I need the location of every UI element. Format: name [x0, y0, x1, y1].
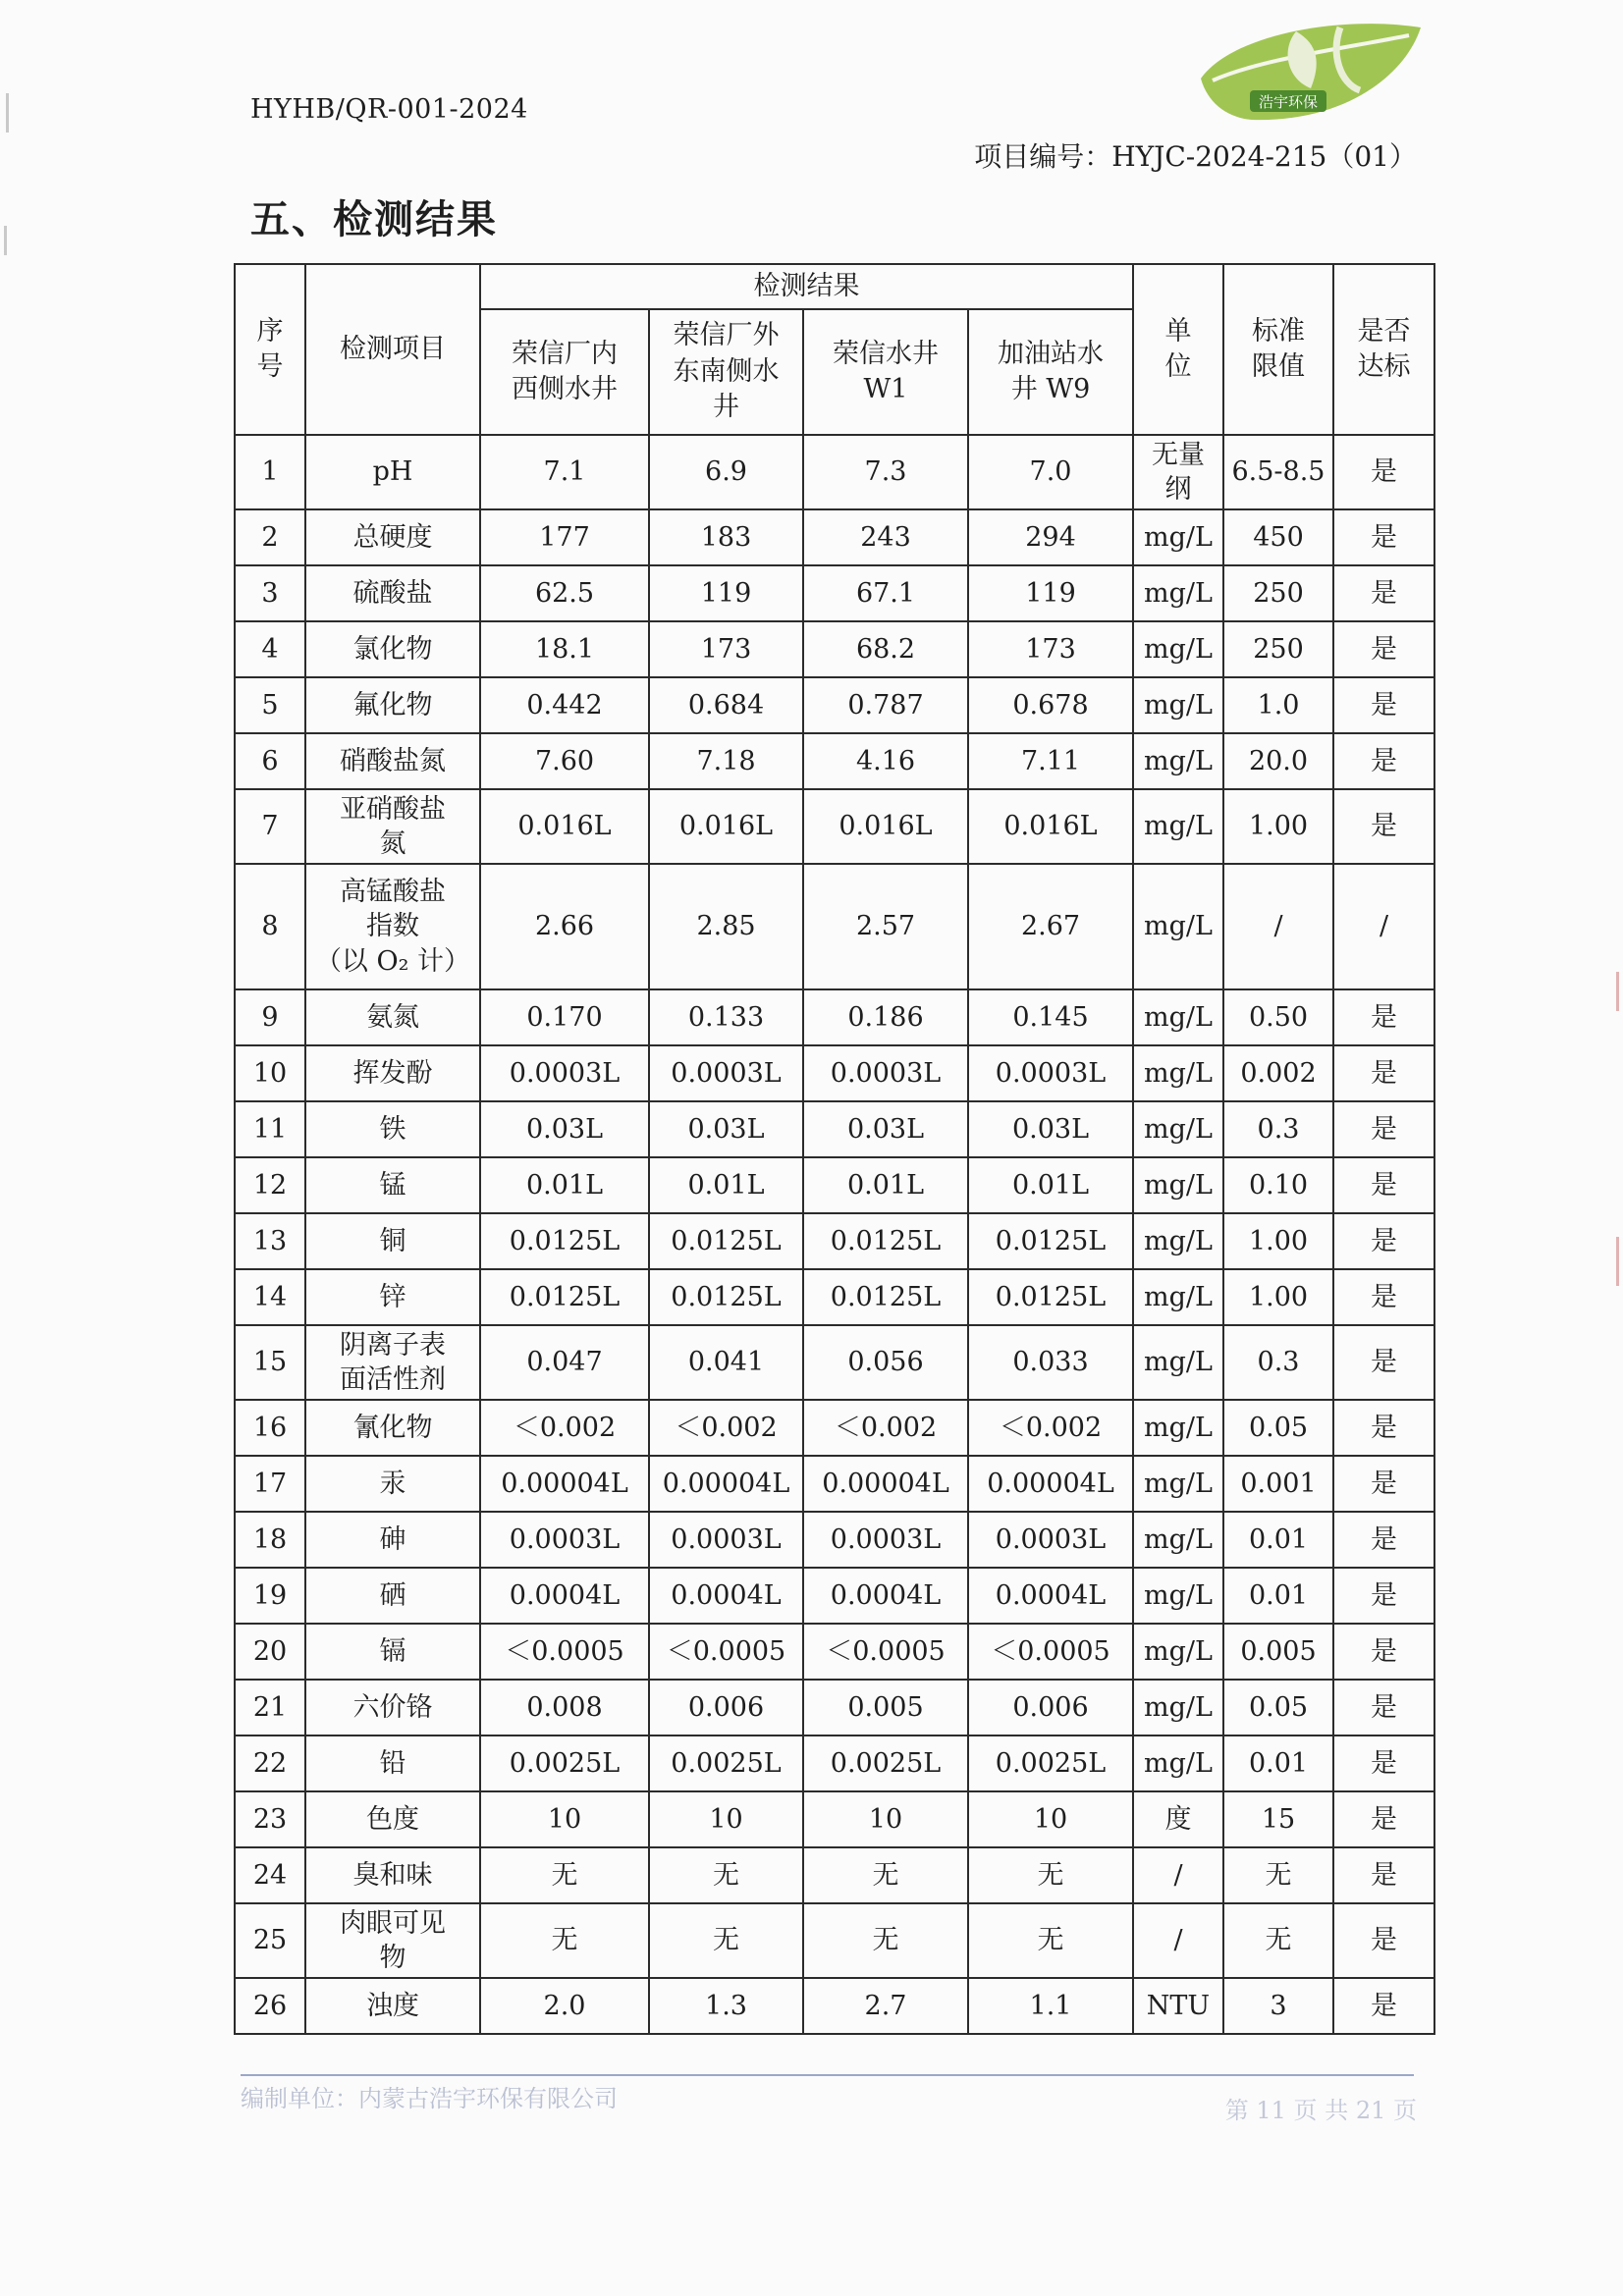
row-unit: mg/L: [1133, 621, 1223, 677]
row-value-site-3: 0.0003L: [803, 1512, 968, 1568]
row-limit: 0.01: [1223, 1512, 1333, 1568]
row-value-site-1: 0.0125L: [480, 1213, 649, 1269]
row-item: 锌: [305, 1269, 480, 1325]
row-limit: 3: [1223, 1978, 1333, 2034]
row-unit: mg/L: [1133, 789, 1223, 864]
row-value-site-4: 173: [968, 621, 1133, 677]
row-item: 总硬度: [305, 509, 480, 565]
row-compliant: 是: [1333, 1400, 1434, 1456]
row-value-site-3: 0.0125L: [803, 1213, 968, 1269]
row-compliant: 是: [1333, 1456, 1434, 1512]
row-value-site-2: 0.006: [649, 1680, 803, 1735]
row-value-site-4: 2.67: [968, 864, 1133, 989]
row-limit: 0.002: [1223, 1045, 1333, 1101]
table-row: [235, 621, 1434, 677]
row-item: 氯化物: [305, 621, 480, 677]
row-limit: 250: [1223, 621, 1333, 677]
row-value-site-2: 0.03L: [649, 1101, 803, 1157]
row-compliant: 是: [1333, 1680, 1434, 1735]
row-value-site-3: 0.01L: [803, 1157, 968, 1213]
row-item: 挥发酚: [305, 1045, 480, 1101]
row-limit: 450: [1223, 509, 1333, 565]
row-limit: 250: [1223, 565, 1333, 621]
table-row: [235, 1978, 1434, 2034]
row-number: 6: [235, 733, 305, 789]
row-number: 26: [235, 1978, 305, 2034]
row-value-site-4: 无: [968, 1847, 1133, 1903]
row-limit: 1.00: [1223, 1213, 1333, 1269]
row-unit: /: [1133, 1847, 1223, 1903]
row-value-site-2: 0.133: [649, 989, 803, 1045]
table-row: [235, 1456, 1434, 1512]
table-row: [235, 1903, 1434, 1978]
table-row: [235, 989, 1434, 1045]
row-value-site-4: 0.016L: [968, 789, 1133, 864]
row-value-site-2: 173: [649, 621, 803, 677]
row-value-site-3: 无: [803, 1903, 968, 1978]
row-unit: mg/L: [1133, 1101, 1223, 1157]
row-number: 25: [235, 1903, 305, 1978]
row-limit: 0.50: [1223, 989, 1333, 1045]
row-value-site-2: 0.041: [649, 1325, 803, 1400]
row-number: 19: [235, 1568, 305, 1624]
table-row: [235, 1791, 1434, 1847]
row-unit: /: [1133, 1903, 1223, 1978]
row-value-site-3: 0.0125L: [803, 1269, 968, 1325]
row-value-site-1: 无: [480, 1847, 649, 1903]
scan-artifact: [6, 93, 9, 133]
row-value-site-1: 10: [480, 1791, 649, 1847]
row-number: 23: [235, 1791, 305, 1847]
header-results-group: 检测结果: [480, 264, 1133, 309]
row-value-site-4: 1.1: [968, 1978, 1133, 2034]
row-number: 2: [235, 509, 305, 565]
row-compliant: 是: [1333, 733, 1434, 789]
row-compliant: 是: [1333, 1568, 1434, 1624]
table-row: [235, 733, 1434, 789]
row-value-site-2: 183: [649, 509, 803, 565]
row-unit: mg/L: [1133, 677, 1223, 733]
row-unit: mg/L: [1133, 1456, 1223, 1512]
row-value-site-2: 0.0003L: [649, 1512, 803, 1568]
row-number: 3: [235, 565, 305, 621]
row-value-site-2: 0.0004L: [649, 1568, 803, 1624]
row-limit: 0.10: [1223, 1157, 1333, 1213]
row-compliant: 是: [1333, 789, 1434, 864]
row-value-site-4: 7.0: [968, 435, 1133, 509]
row-unit: mg/L: [1133, 1680, 1223, 1735]
row-value-site-2: 无: [649, 1847, 803, 1903]
row-item: 氨氮: [305, 989, 480, 1045]
table-row: [235, 1400, 1434, 1456]
row-value-site-2: 2.85: [649, 864, 803, 989]
row-number: 21: [235, 1680, 305, 1735]
row-value-site-4: 无: [968, 1903, 1133, 1978]
row-value-site-1: 2.66: [480, 864, 649, 989]
table-row: [235, 1624, 1434, 1680]
row-value-site-2: 0.00004L: [649, 1456, 803, 1512]
row-value-site-2: 0.684: [649, 677, 803, 733]
table-row: [235, 435, 1434, 509]
row-value-site-3: 67.1: [803, 565, 968, 621]
row-limit: 15: [1223, 1791, 1333, 1847]
row-value-site-2: 0.01L: [649, 1157, 803, 1213]
row-unit: mg/L: [1133, 1568, 1223, 1624]
row-limit: 1.00: [1223, 1269, 1333, 1325]
row-unit: 度: [1133, 1791, 1223, 1847]
table-row: [235, 1680, 1434, 1735]
row-number: 17: [235, 1456, 305, 1512]
row-limit: 1.0: [1223, 677, 1333, 733]
table-row: [235, 1269, 1434, 1325]
row-compliant: 是: [1333, 509, 1434, 565]
row-item: 六价铬: [305, 1680, 480, 1735]
row-compliant: 是: [1333, 677, 1434, 733]
project-number: 项目编号：HYJC-2024-215（01）: [974, 140, 1417, 173]
row-value-site-1: 7.1: [480, 435, 649, 509]
row-compliant: 是: [1333, 1735, 1434, 1791]
row-value-site-2: 0.0125L: [649, 1213, 803, 1269]
row-item: 铜: [305, 1213, 480, 1269]
row-unit: NTU: [1133, 1978, 1223, 2034]
row-value-site-2: ＜0.0005: [649, 1624, 803, 1680]
row-value-site-3: 0.0004L: [803, 1568, 968, 1624]
row-item: 肉眼可见 物: [305, 1903, 480, 1978]
row-item: 高锰酸盐 指数 （以 O₂ 计）: [305, 864, 480, 989]
header-item: 检测项目: [305, 264, 480, 435]
header-site-4: 加油站水 井 W9: [968, 309, 1133, 435]
row-item: 硒: [305, 1568, 480, 1624]
row-limit: 6.5-8.5: [1223, 435, 1333, 509]
row-item: pH: [305, 435, 480, 509]
section-title: 五、检测结果: [250, 196, 498, 242]
row-value-site-4: 0.0025L: [968, 1735, 1133, 1791]
table-row: [235, 1157, 1434, 1213]
row-number: 4: [235, 621, 305, 677]
row-limit: 无: [1223, 1847, 1333, 1903]
row-value-site-4: 0.033: [968, 1325, 1133, 1400]
header-site-1: 荣信厂内 西侧水井: [480, 309, 649, 435]
row-limit: 0.05: [1223, 1400, 1333, 1456]
row-value-site-3: 7.3: [803, 435, 968, 509]
row-value-site-4: ＜0.0005: [968, 1624, 1133, 1680]
row-value-site-4: 7.11: [968, 733, 1133, 789]
row-value-site-4: 0.0003L: [968, 1512, 1133, 1568]
row-value-site-2: 0.0003L: [649, 1045, 803, 1101]
row-value-site-1: 0.008: [480, 1680, 649, 1735]
row-unit: mg/L: [1133, 1400, 1223, 1456]
row-number: 24: [235, 1847, 305, 1903]
header-seq: 序 号: [235, 264, 305, 435]
table-row: [235, 1213, 1434, 1269]
row-value-site-4: 0.0125L: [968, 1269, 1133, 1325]
row-value-site-1: 7.60: [480, 733, 649, 789]
row-value-site-1: 62.5: [480, 565, 649, 621]
row-value-site-1: 0.0003L: [480, 1512, 649, 1568]
row-unit: mg/L: [1133, 1325, 1223, 1400]
row-compliant: 是: [1333, 565, 1434, 621]
row-unit: mg/L: [1133, 1157, 1223, 1213]
row-value-site-3: 10: [803, 1791, 968, 1847]
row-item: 铅: [305, 1735, 480, 1791]
row-value-site-1: 177: [480, 509, 649, 565]
row-compliant: 是: [1333, 1101, 1434, 1157]
row-number: 10: [235, 1045, 305, 1101]
row-value-site-3: 243: [803, 509, 968, 565]
row-number: 22: [235, 1735, 305, 1791]
row-value-site-1: 0.0003L: [480, 1045, 649, 1101]
row-value-site-4: 0.01L: [968, 1157, 1133, 1213]
row-value-site-3: 2.7: [803, 1978, 968, 2034]
table-row: [235, 677, 1434, 733]
row-value-site-2: ＜0.002: [649, 1400, 803, 1456]
row-value-site-3: 0.00004L: [803, 1456, 968, 1512]
header-unit: 单 位: [1133, 264, 1223, 435]
row-value-site-4: 119: [968, 565, 1133, 621]
table-row: [235, 1568, 1434, 1624]
row-limit: 0.01: [1223, 1568, 1333, 1624]
header-site-2: 荣信厂外 东南侧水 井: [649, 309, 803, 435]
row-compliant: 是: [1333, 1847, 1434, 1903]
table-row: [235, 1101, 1434, 1157]
row-compliant: 是: [1333, 621, 1434, 677]
row-value-site-3: 无: [803, 1847, 968, 1903]
row-value-site-1: 0.170: [480, 989, 649, 1045]
table-row: [235, 1847, 1434, 1903]
row-value-site-4: 0.0004L: [968, 1568, 1133, 1624]
row-compliant: 是: [1333, 989, 1434, 1045]
row-limit: 0.005: [1223, 1624, 1333, 1680]
row-number: 7: [235, 789, 305, 864]
row-number: 11: [235, 1101, 305, 1157]
row-value-site-1: 0.047: [480, 1325, 649, 1400]
row-value-site-3: 0.0025L: [803, 1735, 968, 1791]
row-limit: 20.0: [1223, 733, 1333, 789]
row-limit: 0.3: [1223, 1325, 1333, 1400]
row-value-site-4: 294: [968, 509, 1133, 565]
row-number: 15: [235, 1325, 305, 1400]
row-compliant: 是: [1333, 1213, 1434, 1269]
row-value-site-1: 0.016L: [480, 789, 649, 864]
row-number: 9: [235, 989, 305, 1045]
document-code: HYHB/QR-001-2024: [250, 94, 528, 125]
row-number: 14: [235, 1269, 305, 1325]
row-compliant: 是: [1333, 1791, 1434, 1847]
row-unit: mg/L: [1133, 509, 1223, 565]
row-item: 锰: [305, 1157, 480, 1213]
row-item: 汞: [305, 1456, 480, 1512]
table-row: [235, 1325, 1434, 1400]
results-body: [235, 435, 1434, 2034]
row-item: 铁: [305, 1101, 480, 1157]
row-value-site-4: 0.0003L: [968, 1045, 1133, 1101]
row-unit: mg/L: [1133, 989, 1223, 1045]
row-value-site-4: 0.0125L: [968, 1213, 1133, 1269]
row-number: 18: [235, 1512, 305, 1568]
row-value-site-3: 0.787: [803, 677, 968, 733]
row-value-site-2: 6.9: [649, 435, 803, 509]
scan-artifact: [1616, 972, 1619, 1011]
row-value-site-3: 0.03L: [803, 1101, 968, 1157]
row-item: 氰化物: [305, 1400, 480, 1456]
row-unit: mg/L: [1133, 733, 1223, 789]
table-row: [235, 864, 1434, 989]
table-row: [235, 1045, 1434, 1101]
row-value-site-2: 0.016L: [649, 789, 803, 864]
table-row: [235, 1735, 1434, 1791]
row-value-site-1: 无: [480, 1903, 649, 1978]
row-item: 浊度: [305, 1978, 480, 2034]
row-value-site-1: ＜0.002: [480, 1400, 649, 1456]
row-unit: mg/L: [1133, 1735, 1223, 1791]
row-value-site-4: 10: [968, 1791, 1133, 1847]
table-row: [235, 565, 1434, 621]
row-value-site-4: 0.145: [968, 989, 1133, 1045]
row-unit: 无量 纲: [1133, 435, 1223, 509]
row-unit: mg/L: [1133, 1045, 1223, 1101]
row-value-site-1: 0.0125L: [480, 1269, 649, 1325]
row-compliant: 是: [1333, 1157, 1434, 1213]
row-value-site-3: 0.186: [803, 989, 968, 1045]
row-compliant: 是: [1333, 1978, 1434, 2034]
row-number: 8: [235, 864, 305, 989]
header-compliant: 是否 达标: [1333, 264, 1434, 435]
row-value-site-4: 0.00004L: [968, 1456, 1133, 1512]
row-value-site-1: 0.442: [480, 677, 649, 733]
row-item: 亚硝酸盐 氮: [305, 789, 480, 864]
row-value-site-1: 0.0025L: [480, 1735, 649, 1791]
table-row: [235, 509, 1434, 565]
row-compliant: 是: [1333, 435, 1434, 509]
row-compliant: 是: [1333, 1624, 1434, 1680]
row-item: 镉: [305, 1624, 480, 1680]
row-item: 砷: [305, 1512, 480, 1568]
row-unit: mg/L: [1133, 864, 1223, 989]
row-unit: mg/L: [1133, 1512, 1223, 1568]
company-logo: [1193, 10, 1429, 133]
row-number: 13: [235, 1213, 305, 1269]
table-row: [235, 1512, 1434, 1568]
scan-artifact: [1616, 1237, 1619, 1286]
row-compliant: 是: [1333, 1512, 1434, 1568]
header-site-3: 荣信水井 W1: [803, 309, 968, 435]
row-limit: /: [1223, 864, 1333, 989]
row-value-site-3: 68.2: [803, 621, 968, 677]
row-compliant: 是: [1333, 1903, 1434, 1978]
scan-artifact: [4, 226, 7, 255]
row-value-site-3: 0.056: [803, 1325, 968, 1400]
row-item: 阴离子表 面活性剂: [305, 1325, 480, 1400]
row-unit: mg/L: [1133, 1269, 1223, 1325]
row-item: 色度: [305, 1791, 480, 1847]
row-value-site-1: 0.01L: [480, 1157, 649, 1213]
row-number: 1: [235, 435, 305, 509]
row-value-site-4: 0.03L: [968, 1101, 1133, 1157]
row-number: 16: [235, 1400, 305, 1456]
row-limit: 1.00: [1223, 789, 1333, 864]
row-value-site-3: 4.16: [803, 733, 968, 789]
row-value-site-1: 0.03L: [480, 1101, 649, 1157]
results-table: [234, 263, 1435, 2035]
row-value-site-4: 0.678: [968, 677, 1133, 733]
row-value-site-2: 0.0025L: [649, 1735, 803, 1791]
row-compliant: /: [1333, 864, 1434, 989]
row-value-site-2: 1.3: [649, 1978, 803, 2034]
row-compliant: 是: [1333, 1269, 1434, 1325]
row-limit: 0.3: [1223, 1101, 1333, 1157]
row-value-site-1: 18.1: [480, 621, 649, 677]
row-item: 臭和味: [305, 1847, 480, 1903]
row-unit: mg/L: [1133, 1213, 1223, 1269]
row-value-site-3: 0.005: [803, 1680, 968, 1735]
row-item: 硝酸盐氮: [305, 733, 480, 789]
row-value-site-3: 0.0003L: [803, 1045, 968, 1101]
row-value-site-1: ＜0.0005: [480, 1624, 649, 1680]
row-limit: 0.05: [1223, 1680, 1333, 1735]
row-value-site-4: 0.006: [968, 1680, 1133, 1735]
row-unit: mg/L: [1133, 1624, 1223, 1680]
row-number: 5: [235, 677, 305, 733]
row-value-site-2: 7.18: [649, 733, 803, 789]
row-value-site-2: 无: [649, 1903, 803, 1978]
row-value-site-4: ＜0.002: [968, 1400, 1133, 1456]
row-value-site-1: 2.0: [480, 1978, 649, 2034]
row-limit: 无: [1223, 1903, 1333, 1978]
row-compliant: 是: [1333, 1045, 1434, 1101]
row-value-site-3: ＜0.002: [803, 1400, 968, 1456]
row-value-site-2: 119: [649, 565, 803, 621]
row-value-site-1: 0.0004L: [480, 1568, 649, 1624]
header-limit: 标准 限值: [1223, 264, 1333, 435]
row-value-site-1: 0.00004L: [480, 1456, 649, 1512]
row-limit: 0.001: [1223, 1456, 1333, 1512]
row-compliant: 是: [1333, 1325, 1434, 1400]
row-item: 硫酸盐: [305, 565, 480, 621]
row-unit: mg/L: [1133, 565, 1223, 621]
row-value-site-3: 0.016L: [803, 789, 968, 864]
row-value-site-3: ＜0.0005: [803, 1624, 968, 1680]
table-row: [235, 789, 1434, 864]
row-number: 12: [235, 1157, 305, 1213]
row-number: 20: [235, 1624, 305, 1680]
logo-text: 浩宇环保: [1258, 93, 1319, 111]
footer-page-number: 第 11 页 共 21 页: [1224, 2097, 1417, 2124]
row-value-site-2: 10: [649, 1791, 803, 1847]
footer-divider: [241, 2074, 1414, 2076]
footer-organization: 编制单位：内蒙古浩宇环保有限公司: [241, 2085, 618, 2112]
row-item: 氟化物: [305, 677, 480, 733]
row-value-site-3: 2.57: [803, 864, 968, 989]
row-limit: 0.01: [1223, 1735, 1333, 1791]
row-value-site-2: 0.0125L: [649, 1269, 803, 1325]
